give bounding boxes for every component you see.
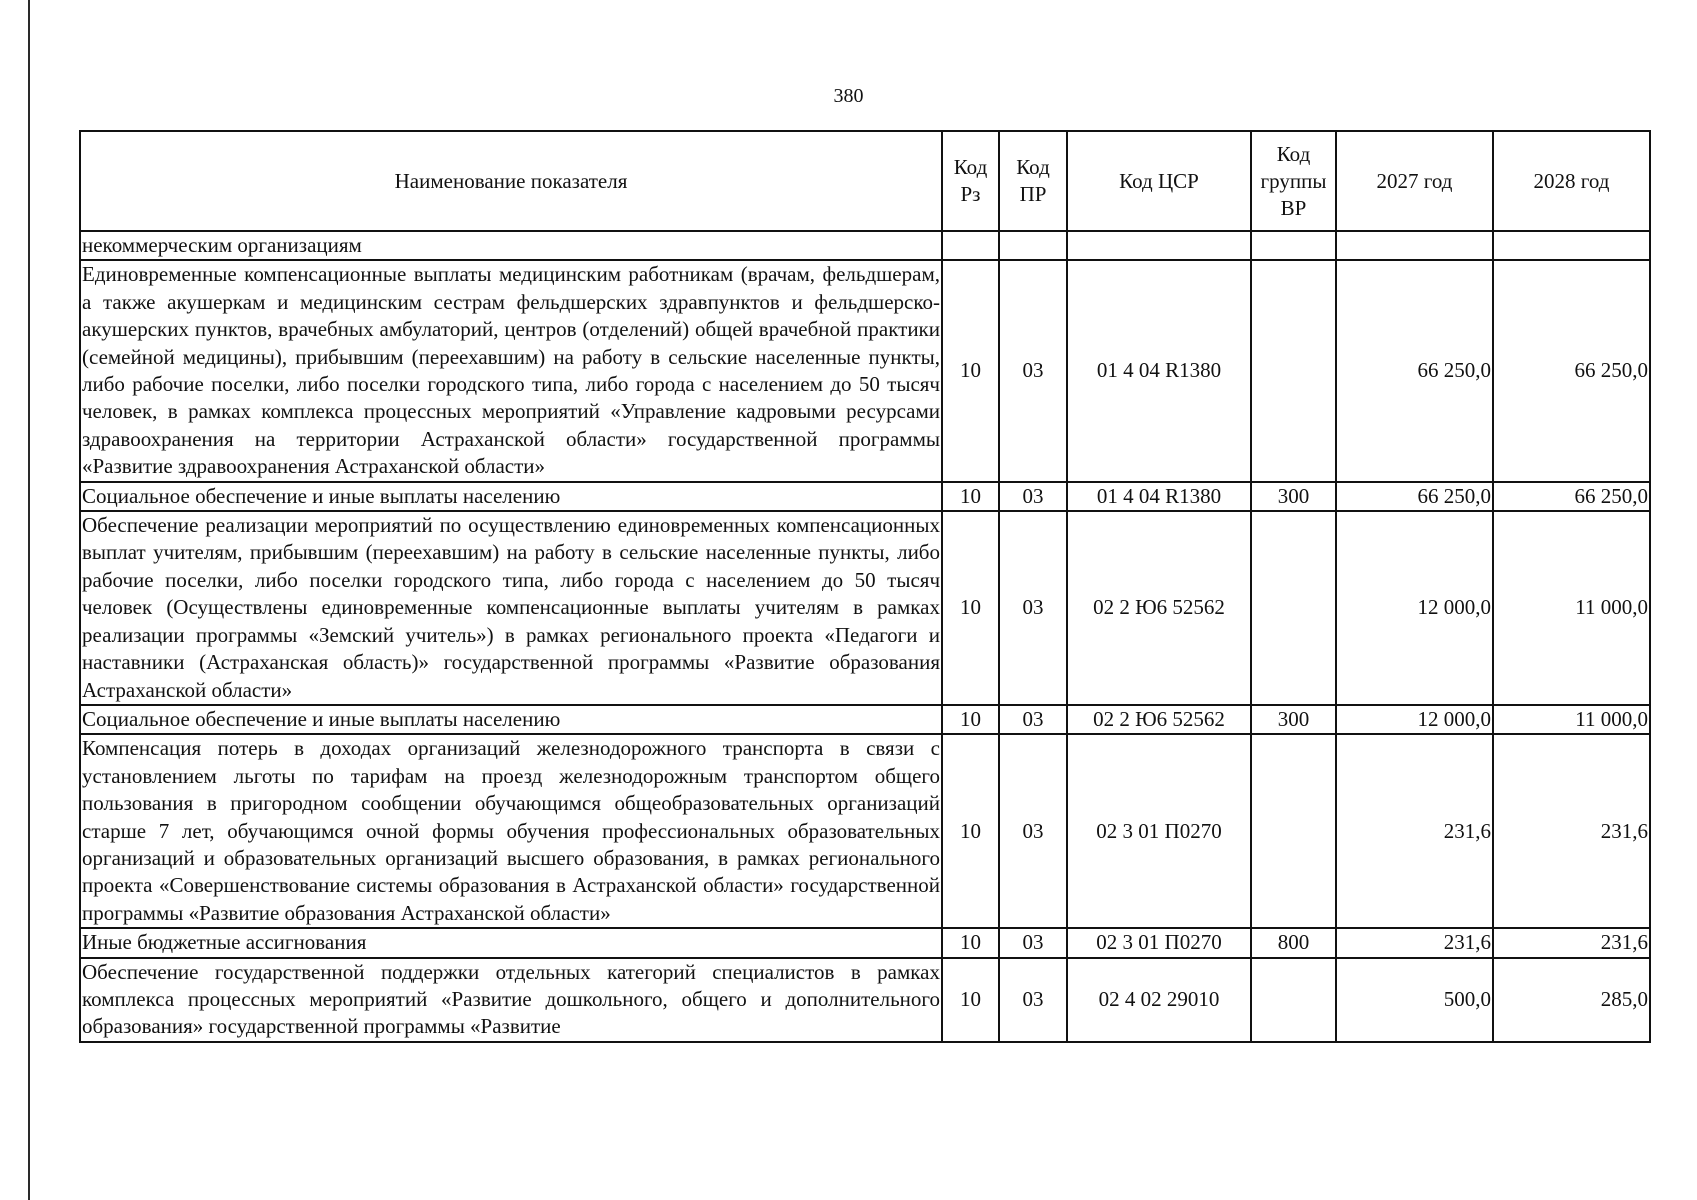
cell-2027: 500,0 [1336,958,1493,1042]
cell-vr [1251,260,1336,481]
table-row [80,260,1650,481]
table-row [80,734,1650,928]
cell-2028 [1493,231,1650,260]
table-row [80,705,1650,734]
header-vr: Код группы ВР [1251,131,1336,231]
table-row [80,482,1650,511]
cell-csr: 01 4 04 R1380 [1067,260,1251,481]
cell-rz: 10 [942,928,999,957]
header-pr: Код ПР [999,131,1067,231]
table-row [80,928,1650,957]
cell-name: Единовременные компенсационные выплаты медицинским работникам (врачам, фельдшерам, а также акушеркам и медицинским сестрам фельдшерских здравпунктов и фельдшерско-акушерских пунктов, врачебных амбулаторий, центров (отделений) общей врачебной практики (семейной медицины), прибывшим (переехавшим) на работу в сельские населенные пункты, либо рабочие поселки, либо поселки городского типа, либо города с населением до 50 тысяч человек, в рамках комплекса процессных мероприятий «Управление кадровыми ресурсами здравоохранения на территории Астраханской области» государственной программы «Развитие здравоохранения Астраханской области» [80,260,942,481]
cell-pr: 03 [999,958,1067,1042]
cell-2028: 66 250,0 [1493,260,1650,481]
cell-name: Компенсация потерь в доходах организаций железнодорожного транспорта в связи с установлением льготы по тарифам на проезд железнодорожным транспортом общего пользования в пригородном сообщении обучающимся общеобразовательных организаций старше 7 лет, обучающимся очной формы обучения профессиональных образовательных организаций и образовательных организаций высшего образования, в рамках регионального проекта «Совершенствование системы образования в Астраханской области» государственной программы «Развитие образования Астраханской области» [80,734,942,928]
header-2028: 2028 год [1493,131,1650,231]
table-row [80,511,1650,705]
cell-name: Иные бюджетные ассигнования [80,928,942,957]
cell-2028: 285,0 [1493,958,1650,1042]
cell-2027: 66 250,0 [1336,260,1493,481]
cell-csr: 02 3 01 П0270 [1067,928,1251,957]
cell-rz: 10 [942,734,999,928]
cell-rz: 10 [942,482,999,511]
cell-pr: 03 [999,928,1067,957]
cell-name: Обеспечение реализации мероприятий по осуществлению единовременных компенсационных выплат учителям, прибывшим (переехавшим) на работу в сельские населенные пункты, либо рабочие поселки, либо поселки городского типа, либо города с населением до 50 тысяч человек (Осуществлены единовременные компенсационные выплаты учителям в рамках реализации программы «Земский учитель») в рамках регионального проекта «Педагоги и наставники (Астраханская область)» государственной программы «Развитие образования Астраханской области» [80,511,942,705]
table-row [80,231,1650,260]
budget-table [79,130,1651,1043]
cell-csr: 02 4 02 29010 [1067,958,1251,1042]
cell-vr [1251,511,1336,705]
page-number: 380 [833,85,864,107]
cell-rz [942,231,999,260]
page-margin-line [28,0,30,1200]
cell-vr [1251,958,1336,1042]
cell-2027: 12 000,0 [1336,511,1493,705]
cell-vr: 300 [1251,705,1336,734]
cell-2027: 231,6 [1336,734,1493,928]
cell-vr: 800 [1251,928,1336,957]
cell-csr: 02 3 01 П0270 [1067,734,1251,928]
cell-rz: 10 [942,705,999,734]
cell-pr: 03 [999,260,1067,481]
cell-vr [1251,734,1336,928]
header-rz: Код Рз [942,131,999,231]
header-name: Наименование показателя [80,131,942,231]
header-2027: 2027 год [1336,131,1493,231]
cell-name: некоммерческим организациям [80,231,942,260]
cell-rz: 10 [942,260,999,481]
header-csr: Код ЦСР [1067,131,1251,231]
cell-csr: 02 2 Ю6 52562 [1067,705,1251,734]
cell-2027 [1336,231,1493,260]
cell-name: Обеспечение государственной поддержки отдельных категорий специалистов в рамках комплекса процессных мероприятий «Развитие дошкольного, общего и дополнительного образования» государственной программы «Развитие [80,958,942,1042]
cell-rz: 10 [942,958,999,1042]
cell-2028: 11 000,0 [1493,511,1650,705]
cell-csr [1067,231,1251,260]
cell-vr: 300 [1251,482,1336,511]
cell-pr: 03 [999,482,1067,511]
cell-name: Социальное обеспечение и иные выплаты населению [80,705,942,734]
cell-rz: 10 [942,511,999,705]
cell-2027: 231,6 [1336,928,1493,957]
cell-pr [999,231,1067,260]
table-row [80,958,1650,1042]
table-header-row [80,131,1650,231]
cell-pr: 03 [999,705,1067,734]
cell-2028: 66 250,0 [1493,482,1650,511]
cell-csr: 01 4 04 R1380 [1067,482,1251,511]
cell-2028: 231,6 [1493,928,1650,957]
cell-2028: 231,6 [1493,734,1650,928]
cell-csr: 02 2 Ю6 52562 [1067,511,1251,705]
cell-pr: 03 [999,511,1067,705]
cell-2027: 66 250,0 [1336,482,1493,511]
cell-2028: 11 000,0 [1493,705,1650,734]
cell-name: Социальное обеспечение и иные выплаты населению [80,482,942,511]
cell-pr: 03 [999,734,1067,928]
cell-2027: 12 000,0 [1336,705,1493,734]
cell-vr [1251,231,1336,260]
